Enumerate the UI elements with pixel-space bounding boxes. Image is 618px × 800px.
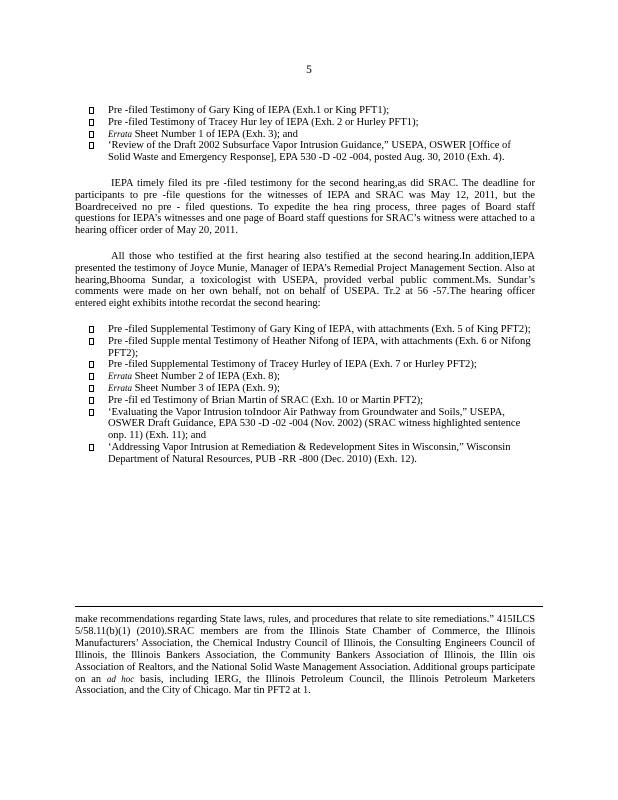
bullet-icon [89, 142, 94, 149]
bullet-icon [89, 131, 94, 138]
list-item: ‘Review of the Draft 2002 Subsurface Vapor Intrusion Guidance,” USEPA, OSWER [Office of Solid Waste and Emergency Response], EPA 530 -D -02 -004, posted Aug. 30, 2010 (Exh. 4). [75, 140, 535, 164]
errata-label: Errata [108, 371, 133, 382]
footnote-separator [75, 606, 543, 607]
paragraph-second-hearing-testimony: IEPA timely filed its pre -filed testimony for the second hearing,as did SRAC. The deadline for participants to pre -file questions for the witnesses of IEPA and SRAC was May 12, 2011, but the Boardreceived no pre - filed questions. To expedite the hea ring process, three pages of Board staff questions for IEPA’s witnesses and one page of Board staff questions for SRAC’s witness were attached to a hearing officer order of May 20, 2011. [75, 177, 535, 237]
errata-label: Errata [108, 382, 133, 393]
ad-hoc-italic: ad hoc [106, 673, 135, 684]
bullet-icon [89, 361, 94, 368]
list-item: Errata Sheet Number 1 of IEPA (Exh. 3); and [75, 129, 535, 141]
bullet-icon [89, 409, 94, 416]
bullet-icon [89, 107, 94, 114]
errata-label: Errata [108, 128, 133, 139]
bullet-icon [89, 373, 94, 380]
bullet-icon [89, 385, 94, 392]
bullet-icon [89, 119, 94, 126]
list-item: ‘Addressing Vapor Intrusion at Remediation & Redevelopment Sites in Wisconsin,” Wisconsin Department of Natural Resources, PUB -RR -800 (Dec. 2010) (Exh. 12). [75, 442, 535, 466]
document-body [75, 105, 535, 466]
list-item: Errata Sheet Number 2 of IEPA (Exh. 8); [75, 371, 535, 383]
page-number: 5 [306, 64, 312, 76]
list-item: Pre -fil ed Testimony of Brian Martin of SRAC (Exh. 10 or Martin PFT2); [75, 395, 535, 407]
list-item: ‘Evaluating the Vapor Intrusion toIndoor Air Pathway from Groundwater and Soils,” USEPA, OSWER Draft Guidance, EPA 530 -D -02 -004 (Nov. 2002) (SRAC witness highlighted sentence onp. 11) (Exh. 11); and [75, 407, 535, 442]
footnote-text: make recommendations regarding State laws, rules, and procedures that relate to site remediations.” 415ILCS 5/58.11(b)(1) (2010).SRAC members are from the Illinois State Chamber of Commerce, the Illinois Manufacturers’ Association, the Chemical Industry Council of Illinois, the Consulting Engineers Council of Illinois, the Illinois Bankers Association, the Community Bankers Association of Illinois, the Illin ois Association of Realtors, and the National Solid Waste Management Association. Additional groups participate on an ad hoc basis, including IERG, the Illinois Petroleum Council, the Illinois Petroleum Marketers Association, and the City of Chicago. Mar tin PFT2 at 1. [75, 614, 535, 697]
bullet-icon [89, 444, 94, 451]
exhibit-list-first-hearing [75, 105, 535, 164]
paragraph-second-hearing-exhibits: All those who testified at the first hearing also testified at the second hearing.In addition,IEPA presented the testimony of Joyce Munie, Manager of IEPA’s Remedial Project Management Section. Also at hearing,Bhooma Sundar, a toxicologist with USEPA, provided verbal public comment.Ms. Sundar’s comments were made on her own behalf, not on behalf of USEPA. Tr.2 at 56 -57.The hearing officer entered eight exhibits intothe recordat the second hearing: [75, 250, 535, 310]
bullet-icon [89, 338, 94, 345]
list-item: Pre -filed Supplemental Testimony of Tracey Hurley of IEPA (Exh. 7 or Hurley PFT2); [75, 359, 535, 371]
list-item: Pre -filed Testimony of Tracey Hur ley of IEPA (Exh. 2 or Hurley PFT1); [75, 117, 535, 129]
exhibit-list-second-hearing [75, 324, 535, 466]
bullet-icon [89, 326, 94, 333]
list-item: Errata Sheet Number 3 of IEPA (Exh. 9); [75, 383, 535, 395]
list-item: Pre -filed Supple mental Testimony of Heather Nifong of IEPA, with attachments (Exh. 6 or Nifong PFT2); [75, 336, 535, 360]
list-item: Pre -filed Testimony of Gary King of IEPA (Exh.1 or King PFT1); [75, 105, 535, 117]
bullet-icon [89, 397, 94, 404]
list-item: Pre -filed Supplemental Testimony of Gary King of IEPA, with attachments (Exh. 5 of King PFT2); [75, 324, 535, 336]
